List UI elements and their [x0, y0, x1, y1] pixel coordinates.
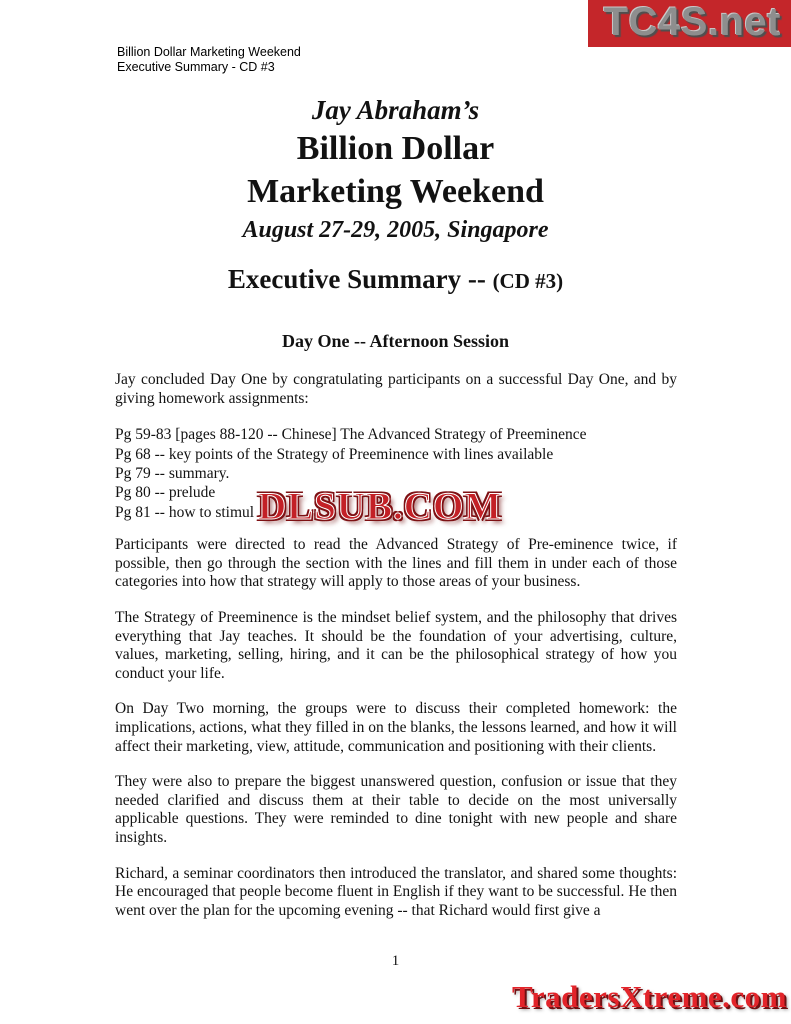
paragraph-intro: Jay concluded Day One by congratulating participants on a successful Day One, and by giving homework assignments:: [115, 371, 677, 407]
page-number: 1: [391, 953, 400, 969]
homework-item: Pg 68 -- key points of the Strategy of Preeminence with lines available: [115, 445, 554, 463]
tc4s-logo-watermark: [588, 0, 791, 47]
title-author: Jay Abraham’s: [311, 95, 480, 125]
running-header-line2: Executive Summary - CD #3: [117, 59, 275, 74]
running-header: [117, 45, 301, 74]
title-summary-cd: (CD #3): [492, 269, 564, 293]
title-summary-main: Executive Summary --: [227, 264, 493, 294]
title-date-location: August 27-29, 2005, Singapore: [242, 217, 549, 243]
paragraph-participants: Participants were directed to read the Advanced Strategy of Pre-eminence twice, if possible, then go through the section with the lines and fill them in under each of those categories into how that strategy will apply to those areas of your business.: [115, 536, 677, 591]
running-header-line1: Billion Dollar Marketing Weekend: [117, 45, 301, 59]
body-text: [115, 371, 677, 937]
homework-item: Pg 59-83 [pages 88-120 -- Chinese] The Advanced Strategy of Preeminence: [115, 426, 587, 444]
paragraph-richard: Richard, a seminar coordinators then introduced the translator, and shared some thoughts: He encouraged that people become fluent in English if they want to be successful. He then went over the plan for the upcoming evening -- that Richard would first give a: [115, 864, 677, 919]
title-block: [0, 94, 791, 296]
title-line1: Billion Dollar: [296, 130, 495, 167]
tradersxtreme-logo-watermark: TradersXtreme.com: [511, 979, 787, 1014]
homework-item: Pg 79 -- summary.: [115, 465, 230, 482]
paragraph-day-two: On Day Two morning, the groups were to discuss their completed homework: the implications, actions, what they filled in on the blanks, the lessons learned, and how it will affect their marketing, view, attitude, communication and positioning with their clients.: [115, 700, 677, 755]
homework-item: Pg 80 -- prelude: [115, 484, 216, 502]
homework-item: Pg 81 -- how to stimul: [115, 503, 255, 521]
section-heading: Day One -- Afternoon Session: [281, 331, 509, 351]
title-summary: [0, 264, 791, 296]
dlsub-watermark: DLSUB.COM: [258, 485, 503, 528]
paragraph-strategy: The Strategy of Preeminence is the mindset belief system, and the philosophy that drives everything that Jay teaches. It should be the foundation of your advertising, culture, values, marketing, selling, hiring, and it can be the philosophical strategy of how you conduct your life.: [115, 609, 677, 682]
tc4s-logo-text: TC4S.net: [603, 0, 781, 44]
title-line2: Marketing Weekend: [247, 173, 544, 210]
paragraph-questions: They were also to prepare the biggest unanswered question, confusion or issue that they needed clarified and discuss them at their table to decide on the most universally applicable questions. They were reminded to dine tonight with new people and share insights.: [115, 773, 677, 846]
